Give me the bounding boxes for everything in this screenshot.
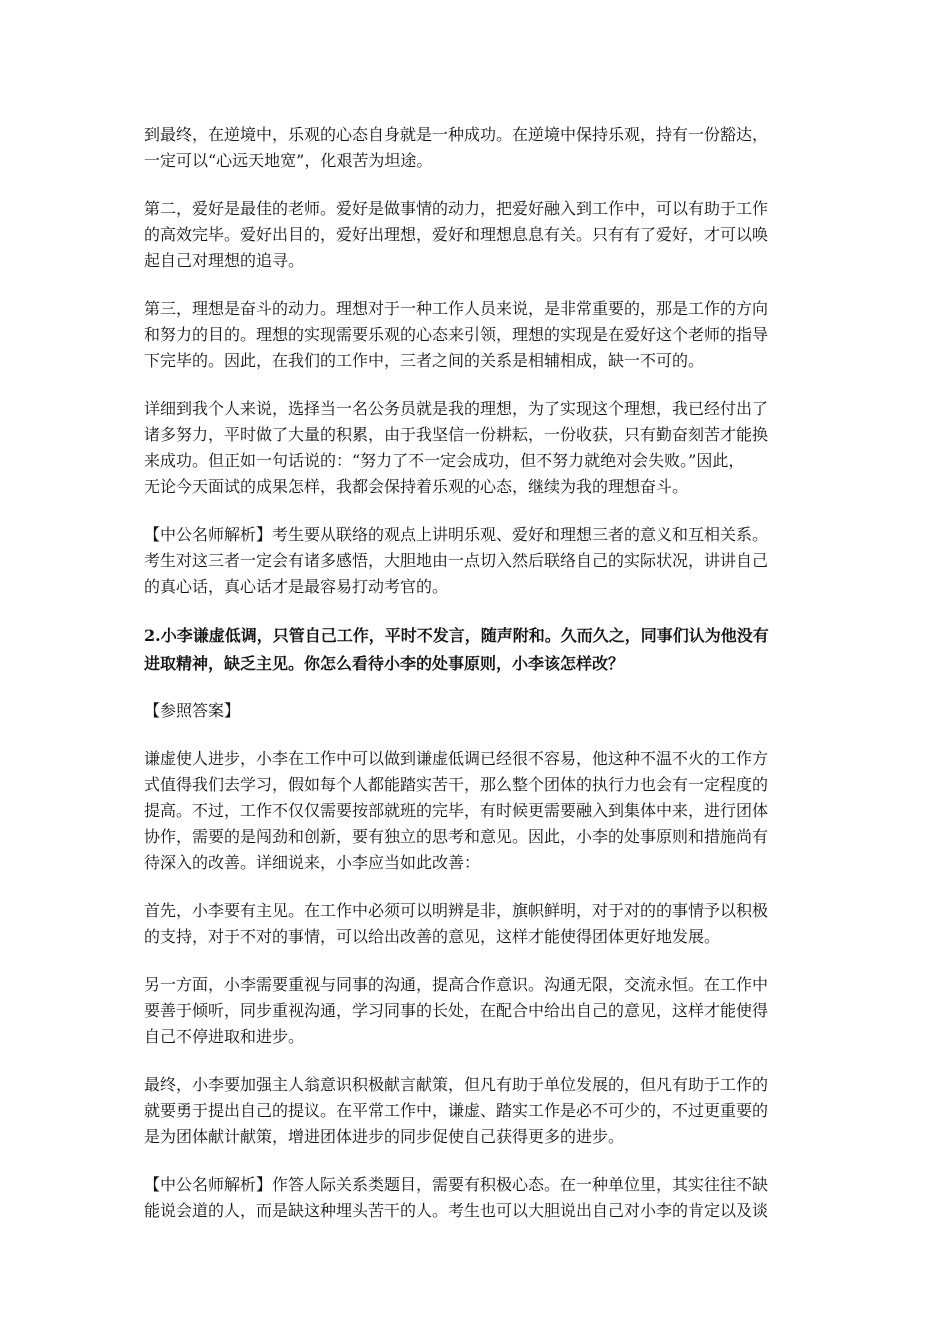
paragraph-ownership: [144, 1072, 808, 1150]
text-line: 第三，理想是奋斗的动力。理想对于一种工作人员来说，是非常重要的，那是工作的方向: [144, 299, 769, 318]
text-line: 详细到我个人来说，选择当一名公务员就是我的理想，为了实现这个理想，我已经付出了: [144, 399, 769, 418]
text-line: 首先，小李要有主见。在工作中必须可以明辨是非，旗帜鲜明，对于对的的事情予以积极: [144, 901, 769, 920]
text-line: 的高效完毕。爱好出目的，爱好出理想，爱好和理想息息有关。只有有了爱好，才可以唤: [144, 225, 769, 244]
text-line: 能说会道的人，而是缺这种埋头苦干的人。考生也可以大胆说出自己对小李的肯定以及谈: [144, 1201, 769, 1220]
text-line: 就要勇于提出自己的提议。在平常工作中，谦虚、踏实工作是必不可少的，不过更重要的: [144, 1101, 769, 1120]
paragraph-expert-analysis-2: [144, 1172, 808, 1224]
text-line: 到最终，在逆境中，乐观的心态自身就是一种成功。在逆境中保持乐观，持有一份豁达，: [144, 125, 769, 144]
text-line: 起自己对理想的追寻。: [144, 251, 305, 270]
text-line: 谦虚使人进步，小李在工作中可以做到谦虚低调已经很不容易，他这种不温不火的工作方: [144, 749, 769, 768]
text-line: 提高。不过，工作不仅仅需要按部就班的完毕，有时候更需要融入到集体中来，进行团体: [144, 801, 769, 820]
paragraph-personal-ideal: [144, 396, 808, 500]
text-line: 诸多努力，平时做了大量的积累，由于我坚信一份耕耘，一份收获，只有勤奋刻苦才能换: [144, 425, 769, 444]
text-line: 待深入的改善。详细说来，小李应当如此改善：: [144, 853, 481, 872]
reference-answer-label: [144, 698, 808, 724]
text-line: 【参照答案】: [144, 701, 241, 720]
text-line: 无论今天面试的成果怎样，我都会保持着乐观的心态，继续为我的理想奋斗。: [144, 477, 689, 496]
text-line: 式值得我们去学习，假如每个人都能踏实苦干，那么整个团体的执行力也会有一定程度的: [144, 775, 769, 794]
text-line: 【中公名师解析】作答人际关系类题目，需要有积极心态。在一种单位里，其实往往不缺: [144, 1175, 769, 1194]
text-line: 自己不停进取和进步。: [144, 1027, 305, 1046]
text-line: 是为团体献计献策，增进团体进步的同步促使自己获得更多的进步。: [144, 1127, 625, 1146]
paragraph-communication: [144, 972, 808, 1050]
text-line: 进取精神，缺乏主见。你怎么看待小李的处事原则，小李该怎样改？: [144, 654, 625, 673]
text-line: 的真心话，真心话才是最容易打动考官的。: [144, 577, 449, 596]
question-2-heading: [144, 622, 808, 678]
text-line: 最终，小李要加强主人翁意识积极献言献策，但凡有助于单位发展的，但凡有助于工作的: [144, 1075, 769, 1094]
text-line: 考生对这三者一定会有诸多感悟，大胆地由一点切入然后联络自己的实际状况，讲讲自己: [144, 551, 769, 570]
paragraph-modesty: [144, 746, 808, 876]
text-line: 要善于倾听，同步重视沟通，学习同事的长处，在配合中给出自己的意见，这样才能使得: [144, 1001, 769, 1020]
paragraph-first-opinion: [144, 898, 808, 950]
paragraph-interest-teacher: [144, 196, 808, 274]
text-line: 的支持，对于不对的事情，可以给出改善的意见，这样才能使得团体更好地发展。: [144, 927, 721, 946]
text-line: 另一方面，小李需要重视与同事的沟通，提高合作意识。沟通无限，交流永恒。在工作中: [144, 975, 769, 994]
paragraph-optimism-conclusion: [144, 122, 808, 174]
document-page: [144, 122, 808, 1246]
text-line: 协作，需要的是闯劲和创新，要有独立的思考和意见。因此，小李的处事原则和措施尚有: [144, 827, 769, 846]
paragraph-ideal-motivation: [144, 296, 808, 374]
text-line: 一定可以“心远天地宽”，化艰苦为坦途。: [144, 151, 433, 170]
text-line: 下完毕的。因此，在我们的工作中，三者之间的关系是相辅相成，缺一不可的。: [144, 351, 705, 370]
text-line: 2.小李谦虚低调，只管自己工作，平时不发言，随声附和。久而久之，同事们认为他没有: [144, 626, 769, 645]
paragraph-expert-analysis-1: [144, 522, 808, 600]
text-line: 来成功。但正如一句话说的：“努力了不一定会成功，但不努力就绝对会失败。”因此，: [144, 451, 745, 470]
text-line: 和努力的目的。理想的实现需要乐观的心态来引领，理想的实现是在爱好这个老师的指导: [144, 325, 769, 344]
text-line: 【中公名师解析】考生要从联络的观点上讲明乐观、爱好和理想三者的意义和互相关系。: [144, 525, 769, 544]
text-line: 第二，爱好是最佳的老师。爱好是做事情的动力，把爱好融入到工作中，可以有助于工作: [144, 199, 769, 218]
